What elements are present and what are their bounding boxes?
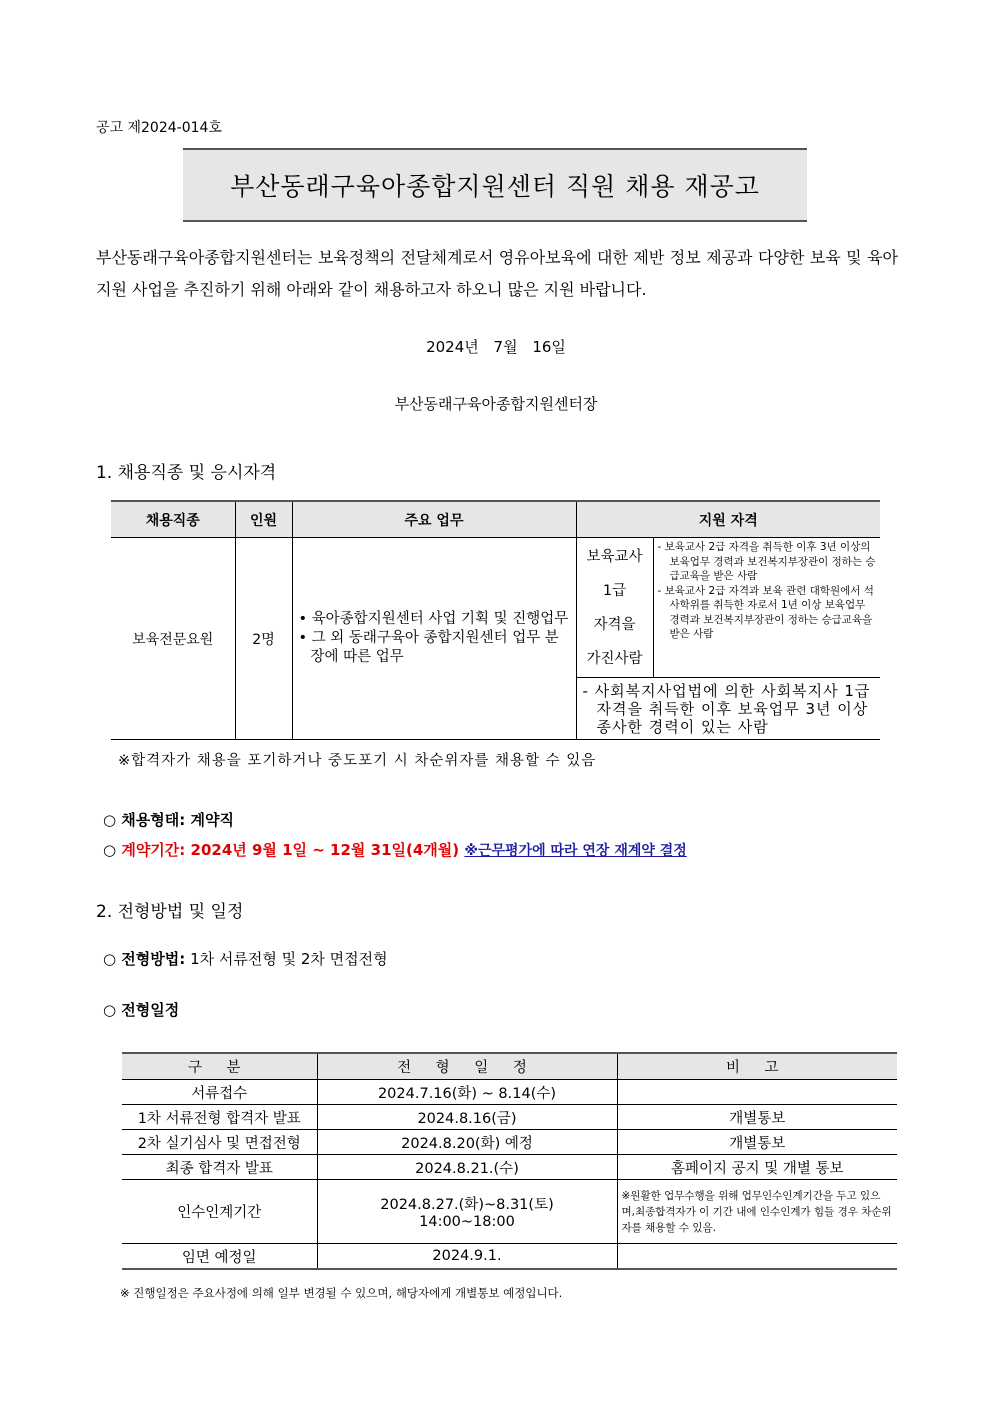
schedule-time-line: 14:00~18:00 xyxy=(419,1214,515,1230)
selection-method xyxy=(103,948,388,969)
employment-type xyxy=(103,809,234,830)
signer: 부산동래구육아종합지원센터장 xyxy=(394,395,598,413)
table-row xyxy=(122,1080,897,1105)
table-row xyxy=(122,1244,897,1270)
table-row xyxy=(122,1105,897,1130)
schedule-date: 2024.9.1. xyxy=(317,1244,617,1270)
duty-item: • 육아종합지원센터 사업 기획 및 진행업무 xyxy=(298,611,569,627)
schedule-date: 2024.8.20(화) 예정 xyxy=(317,1130,617,1155)
job-table xyxy=(111,500,880,740)
table-row xyxy=(122,1130,897,1155)
schedule-note xyxy=(617,1244,897,1270)
bullet-circle: ○ xyxy=(103,841,117,859)
selection-method-value: 1차 서류전형 및 2차 면접전형 xyxy=(190,950,388,968)
schedule-footnote: ※ 진행일정은 주요사정에 의해 일부 변경될 수 있으며, 해당자에게 개별통보 예정입니다. xyxy=(120,1286,563,1300)
section1-note: ※합격자가 채용을 포기하거나 중도포기 시 차순위자를 채용할 수 있음 xyxy=(118,753,597,769)
selection-method-label: ○ 전형방법: xyxy=(103,950,186,968)
schedule-note: 개별통보 xyxy=(617,1105,897,1130)
header-count: 인원 xyxy=(235,501,292,538)
job-cell: 보육전문요원 xyxy=(111,538,235,740)
schedule-date: 2024.8.16(금) xyxy=(317,1105,617,1130)
schedule-item: 최종 합격자 발표 xyxy=(122,1155,317,1180)
duties-cell xyxy=(292,538,576,740)
title-box xyxy=(183,148,807,222)
notice-number: 공고 제2024-014호 xyxy=(96,120,222,136)
schedule-item: 서류접수 xyxy=(122,1080,317,1105)
section1-heading: 1. 채용직종 및 응시자격 xyxy=(96,463,277,483)
schedule-item: 임면 예정일 xyxy=(122,1244,317,1270)
schedule-heading: ○ 전형일정 xyxy=(103,1001,180,1019)
schedule-item: 2차 실기심사 및 면접전형 xyxy=(122,1130,317,1155)
page-title: 부산동래구육아종합지원센터 직원 채용 재공고 xyxy=(230,172,760,201)
employment-type-label: ○ 채용형태: xyxy=(103,811,186,829)
qual-alt-cell xyxy=(576,678,880,740)
schedule-date: 2024.8.21.(수) xyxy=(317,1155,617,1180)
header-qualification: 지원 자격 xyxy=(576,501,880,538)
qual-label-cell xyxy=(576,538,653,678)
qual-label-line: 가진사람 xyxy=(586,650,643,667)
qual-details-cell xyxy=(653,538,880,678)
schedule-date xyxy=(317,1180,617,1244)
qual-detail: - 보육교사 2급 자격을 취득한 이후 3년 이상의 보육업무 경력과 보건복지부장관이 정하는 승급교육을 받은 사람 xyxy=(657,541,876,582)
schedule-item: 인수인계기간 xyxy=(122,1180,317,1244)
schedule-item: 1차 서류전형 합격자 발표 xyxy=(122,1105,317,1130)
duty-item: • 그 외 동래구육아 종합지원센터 업무 분장에 따른 업무 xyxy=(298,630,559,665)
intro-paragraph: 부산동래구육아종합지원센터는 보육정책의 전달체계로서 영유아보육에 대한 제반 정보 제공과 다양한 보육 및 육아지원 사업을 추진하기 위해 아래와 같이 채용하고자 하오니 많은 지원 바랍니다. xyxy=(96,248,898,299)
header-job: 채용직종 xyxy=(111,501,235,538)
employment-type-value: 계약직 xyxy=(190,811,234,829)
contract-period-value: 계약기간: 2024년 9월 1일 ~ 12월 31일(4개월) xyxy=(121,841,460,859)
schedule-note: ※원활한 업무수행을 위해 업무인수인계기간을 두고 있으며,최종합격자가 이 기간 내에 인수인계가 힘들 경우 차순위자를 채용할 수 있음. xyxy=(617,1180,897,1244)
qual-label-line: 자격을 xyxy=(593,616,636,633)
schedule-note: 개별통보 xyxy=(617,1130,897,1155)
section2-heading: 2. 전형방법 및 일정 xyxy=(96,902,244,922)
count-cell: 2명 xyxy=(235,538,292,740)
contract-period-note: ※근무평가에 따라 연장 재계약 결정 xyxy=(464,843,687,859)
schedule-note: 홈페이지 공지 및 개별 통보 xyxy=(617,1155,897,1180)
schedule-header-note: 비 고 xyxy=(617,1053,897,1080)
schedule-date-line: 2024.8.27.(화)~8.31(토) xyxy=(380,1197,554,1213)
schedule-note xyxy=(617,1080,897,1105)
qual-detail: - 보육교사 2급 자격과 보육 관련 대학원에서 석사학위를 취득한 자로서 1년 이상 보육업무 경력과 보건복지부장관이 정하는 승급교육을 받은 사람 xyxy=(657,584,874,640)
schedule-date: 2024.7.16(화) ~ 8.14(수) xyxy=(317,1080,617,1105)
contract-period xyxy=(103,839,687,860)
qual-label-line: 보육교사 xyxy=(586,548,643,565)
schedule-header-date: 전 형 일 정 xyxy=(317,1053,617,1080)
qual-label-line: 1급 xyxy=(602,582,627,599)
header-duties: 주요 업무 xyxy=(292,501,576,538)
table-row xyxy=(122,1155,897,1180)
schedule-header-item: 구 분 xyxy=(122,1053,317,1080)
announcement-date: 2024년 7월 16일 xyxy=(426,338,566,356)
schedule-table xyxy=(122,1052,897,1270)
table-row xyxy=(122,1180,897,1244)
qual-alt: - 사회복지사업법에 의한 사회복지사 1급 자격을 취득한 이후 보육업무 3년 이상 종사한 경력이 있는 사람 xyxy=(582,681,871,736)
